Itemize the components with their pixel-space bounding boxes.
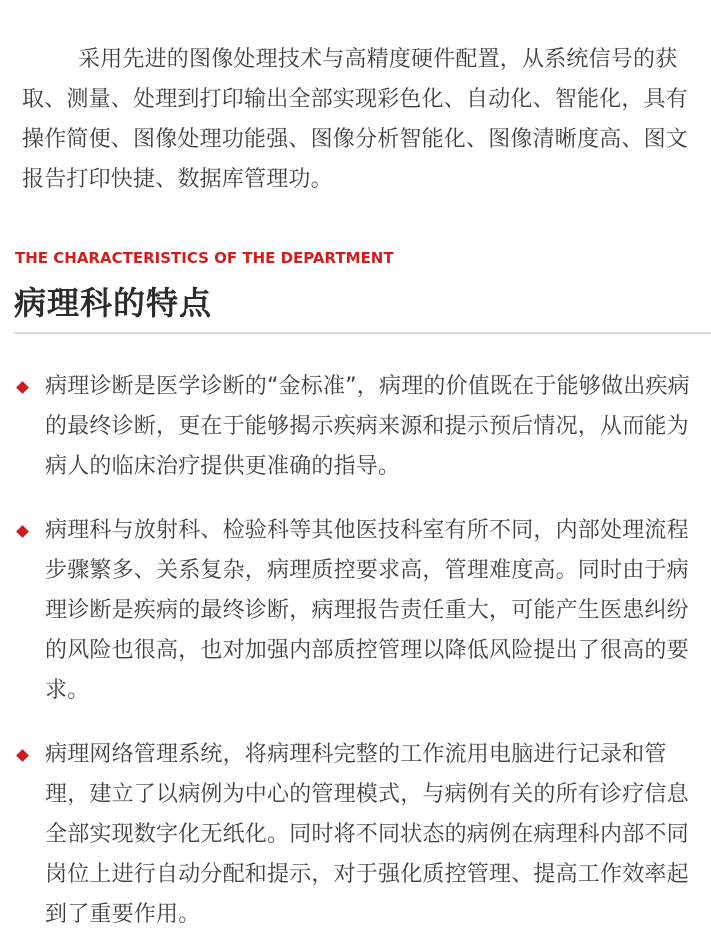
intro-paragraph: 采用先进的图像处理技术与高精度硬件配置，从系统信号的获取、测量、处理到打印输出全部实现彩色化、自动化、智能化，具有操作简便、图像处理功能强、图像分析智能化、图像清晰度高、图文报告打印快捷、数据库管理功。 bbox=[22, 47, 689, 192]
list-item-text: 病理诊断是医学诊断的“金标准”，病理的价值既在于能够做出疾病的最终诊断，更在于能够揭示疾病来源和提示预后情况，从而能为病人的临床治疗提供更准确的指导。 bbox=[45, 374, 690, 479]
diamond-bullet-icon bbox=[16, 525, 29, 538]
list-item-text: 病理网络管理系统，将病理科完整的工作流用电脑进行记录和管理，建立了以病例为中心的管理模式，与病例有关的所有诊疗信息全部实现数字化无纸化。同时将不同状态的病例在病理科内部不同岗位上进行自动分配和提示，对于强化质控管理、提高工作效率起到了重要作用。 bbox=[45, 742, 689, 927]
section-english-title: THE CHARACTERISTICS OF THE DEPARTMENT bbox=[15, 249, 394, 267]
list-item-text: 病理科与放射科、检验科等其他医技科室有所不同，内部处理流程步骤繁多、关系复杂，病理质控要求高，管理难度高。同时由于病理诊断是疾病的最终诊断，病理报告责任重大，可能产生医患纠纷的风险也很高，也对加强内部质控管理以降低风险提出了很高的要求。 bbox=[45, 518, 689, 703]
section-title: 病理科的特点 bbox=[14, 284, 213, 322]
section-divider bbox=[14, 332, 711, 334]
diamond-bullet-icon bbox=[16, 381, 29, 394]
diamond-bullet-icon bbox=[16, 749, 29, 762]
